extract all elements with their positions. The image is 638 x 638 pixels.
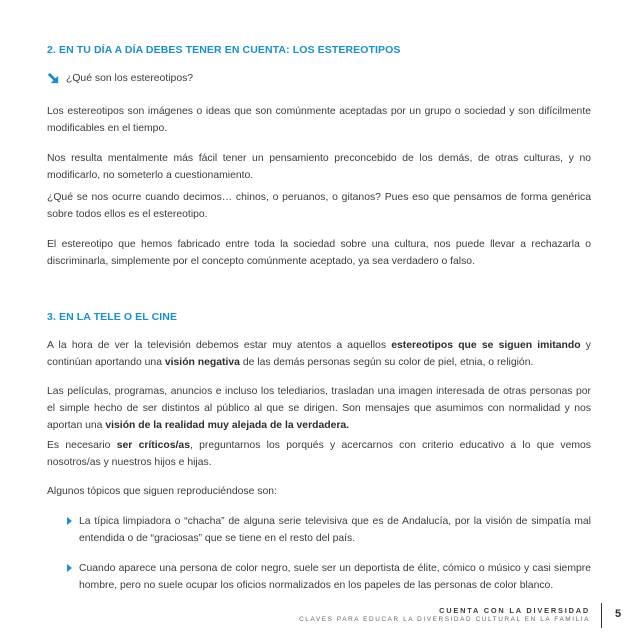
text-run: y continúan aportando una [47, 340, 591, 368]
subheading-text: ¿Qué son los estereotipos? [66, 73, 194, 84]
text-run: , preguntarnos los porqués y acercarnos con criterio educativo a lo que vemos nosotros/as y nuestros hijos e hijas. [47, 440, 591, 468]
list-item [47, 560, 591, 594]
footer-divider [601, 603, 602, 628]
paragraph: Los estereotipos son imágenes o ideas que son comúnmente aceptadas por un grupo o sociedad y son difícilmente modificables en el tiempo. [47, 106, 591, 134]
text-run: Las películas, programas, anuncios e incluso los telediarios, trasladan una imagen interesada de otras personas por el simple hecho de ser distintos al público al que se dirigen. Son mensajes que asumimos con normalidad y nos aportan una [47, 386, 591, 431]
text-run: de las demás personas según su color de piel, etnia, o religión. [239, 357, 534, 368]
page-number: 5 [615, 608, 622, 620]
list-item [47, 513, 591, 547]
footer [299, 606, 590, 623]
emphasis-text: visión negativa [164, 357, 240, 368]
triangle-right-icon [67, 517, 72, 525]
paragraph [47, 383, 591, 434]
footer-subtitle: CLAVES PARA EDUCAR LA DIVERSIDAD CULTURAL EN LA FAMILIA [299, 616, 590, 623]
emphasis-text: estereotipos que se siguen imitando [391, 340, 581, 351]
section-2-title: 2. EN TU DÍA A DÍA DEBES TENER EN CUENTA: LOS ESTEREOTIPOS [47, 44, 401, 56]
paragraph: Nos resulta mentalmente más fácil tener un pensamiento preconcebido de los demás, de otras culturas, y no modificarlo, no someterlo a cuestionamiento. [47, 153, 591, 181]
arrow-down-right-icon [47, 72, 60, 85]
list-item-text: La típica limpiadora o “chacha” de alguna serie televisiva que es de Andalucía, por la visión de simpatía mal entendida o de “graciosas” que se tiene en el resto del país. [79, 516, 591, 544]
subheading [47, 72, 193, 85]
text-run: A la hora de ver la televisión debemos estar muy atentos a aquellos [47, 340, 392, 351]
paragraph [47, 337, 591, 371]
paragraph: El estereotipo que hemos fabricado entre toda la sociedad sobre una cultura, nos puede llevar a rechazarla o discriminarla, simplemente por el concepto comúnmente aceptado, ya sea verdadero o falso. [47, 239, 591, 267]
footer-title: CUENTA CON LA DIVERSIDAD [439, 606, 590, 615]
paragraph: Algunos tópicos que siguen reproduciéndose son: [47, 486, 277, 497]
text-run: Es necesario [47, 440, 117, 451]
emphasis-text: ser críticos/as [116, 440, 190, 451]
triangle-right-icon [67, 564, 72, 572]
list-item-text: Cuando aparece una persona de color negro, suele ser un deportista de élite, cómico o músico y casi siempre hombre, pero no suele ocupar los oficios normalizados en los papeles de las personas de color blanco. [79, 563, 591, 591]
paragraph: ¿Qué se nos ocurre cuando decimos… chinos, o peruanos, o gitanos? Pues eso que pensamos de forma genérica sobre todos ellos es el estereotipo. [47, 192, 591, 220]
emphasis-text: visión de la realidad muy alejada de la verdadera. [105, 420, 350, 431]
section-3-title: 3. EN LA TELE O EL CINE [47, 311, 178, 323]
paragraph [47, 437, 591, 471]
